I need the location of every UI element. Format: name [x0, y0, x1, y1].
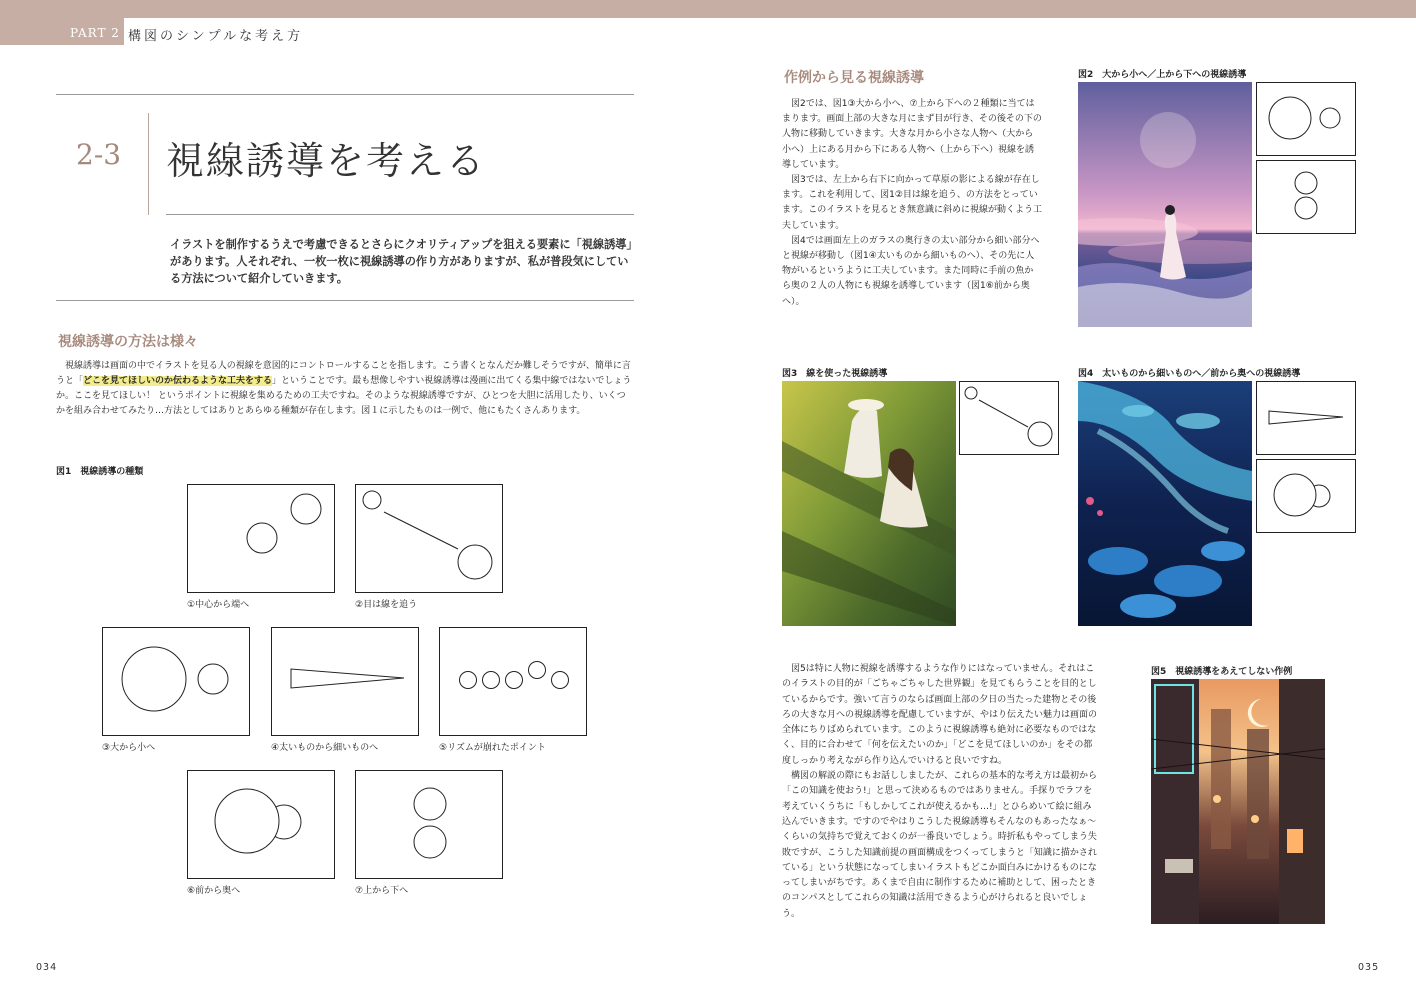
- fig2-label: 図2 大から小へ／上から下への視線誘導: [1078, 70, 1247, 80]
- right-para-2: 図3では、左上から右下に向かって草原の影による線が存在します。これを利用して、図1②目は線を追う、の方法をとっています。このイラストを見るとき無意識に斜めに視線が動くよう工夫しています。: [782, 175, 1043, 231]
- diagram-thick-to-thin: [271, 627, 419, 736]
- diagram-eye-follows-line-art: [356, 485, 502, 592]
- aquarium-illustration-art: [1078, 381, 1252, 626]
- section-number: 2-3: [76, 138, 122, 171]
- diagram-center-to-edge: [187, 484, 335, 593]
- fig4-diagram-thick-thin-art: [1257, 382, 1355, 454]
- page-number-right: 035: [1358, 962, 1380, 973]
- diagram-caption-4: ④太いものから細いものへ: [271, 743, 379, 753]
- fig3-diagram-line: [959, 381, 1059, 455]
- diagram-top-to-bottom: [355, 770, 503, 879]
- fig4-diagram-thick-thin: [1256, 381, 1356, 455]
- diagram-caption-1: ①中心から端へ: [187, 600, 250, 610]
- part-number: PART 2: [70, 26, 120, 40]
- diagram-caption-5: ⑤リズムが崩れたポイント: [439, 743, 546, 753]
- fig1-label: 図1 視線誘導の種類: [56, 467, 144, 477]
- left-body-post: 」ということです。最も想像しやすい視線誘導は漫画に出てくる集中線ではないでしょうか。ここを見てほしい！ というポイントに視線を集めるための工夫ですね。そのような視線誘導ですが、ひとつを大胆に活用したり、いくつかを組み合わせてみたり…方法としてはありとあらゆる種類が存在します。図１に示したものは一例で、他にもたくさんあります。: [56, 376, 632, 416]
- part-title: 構図のシンプルな考え方: [128, 29, 304, 44]
- fig2-diagram-large-small-art: [1257, 83, 1355, 155]
- diagram-caption-7: ⑦上から下へ: [355, 886, 409, 896]
- left-body-highlight: どこを見てほしいのか伝わるような工夫をする: [83, 376, 273, 386]
- diagram-large-to-small: [102, 627, 250, 736]
- left-body-pre: 視線誘導は画面の中でイラストを見る人の視線を意図的にコントロールすることを指します。こう書くとなんだか難しそうですが、簡単に言うと「: [56, 361, 631, 386]
- section-divider: [148, 113, 149, 215]
- diagram-center-to-edge-art: [188, 485, 334, 592]
- right-body-2: [782, 662, 1100, 922]
- right-para-5: 構図の解説の際にもお話ししましたが、これらの基本的な考え方は最初から「この知識を使おう!」と思って決めるものではありません。手探りでラフを考えていくうちに「もしかしてこれが使えるかも…!」とひらめいて絵に組み込んでいきます。ですのでやはりこうした視線誘導もそんなのもあったなぁ〜くらいの気持ちで覚えておくのが一番良いでしょう。時折私もやってしまう失敗ですが、こうした知識前提の画面構成をつくってしまうと「知識に描かされている」という状態になってしまいイラストもどこか面白みにかけるものになってしまいがちです。あくまで自由に制作するために補助として、困ったときのコンパスとしてこれらの知識は活用できるよう心がけられると良いでしょう。: [782, 771, 1098, 919]
- diagram-caption-6: ⑥前から奥へ: [187, 886, 241, 896]
- city-illustration-art: [1151, 679, 1325, 924]
- fig5-label: 図5 視線誘導をあえてしない作例: [1151, 667, 1293, 677]
- diagram-broken-rhythm-art: [440, 628, 586, 735]
- right-para-3: 図4では画面左上のガラスの奥行きの太い部分から細い部分へと視線が移動し（図1④太いものから細いものへ）、その先に人物がいるというように工夫しています。また同時に手前の魚から奥の２人の人物にも視線を誘導しています（図1⑥前から奥へ）。: [782, 235, 1040, 307]
- right-para-4: 図5は特に人物に視線を誘導するような作りにはなっていません。それはこのイラストの目的が「ごちゃごちゃした世界観」を見てもらうことを目的としているからです。強いて言うのならば画面上部の夕日の当たった建物とその後ろの大きな月への視線誘導を配慮していますが、やはり伝えたい魅力は画面の全体にちりばめられています。このように視線誘導も絶対に必要なものではなく、目的に合わせて「何を伝えたいのか」「どこを見てほしいのか」をその都度しっかり考えながら作り込んでいけると良いですね。: [782, 664, 1098, 766]
- fig3-label: 図3 線を使った視線誘導: [782, 369, 888, 379]
- fig3-diagram-line-art: [960, 382, 1058, 454]
- fig4-label: 図4 太いものから細いものへ／前から奥への視線誘導: [1078, 369, 1301, 379]
- section-title: 視線誘導を考える: [166, 139, 487, 183]
- diagram-thick-to-thin-art: [272, 628, 418, 735]
- diagram-eye-follows-line: [355, 484, 503, 593]
- lead-paragraph: イラストを制作するうえで考慮できるとさらにクオリティアップを狙える要素に「視線誘導」があります。人それぞれ、一枚一枚に視線誘導の作り方がありますが、私が普段気にしている方法について紹介していきます。: [170, 238, 633, 285]
- fig2-diagram-large-small: [1256, 82, 1356, 156]
- title-rule-bottom: [56, 300, 634, 301]
- moon-illustration-art: [1078, 82, 1252, 327]
- diagram-broken-rhythm: [439, 627, 587, 736]
- right-body-1: [782, 97, 1042, 310]
- moon-illustration: [1078, 82, 1252, 327]
- title-rule-top: [56, 94, 634, 95]
- left-body: [56, 359, 634, 419]
- meadow-illustration-art: [782, 381, 956, 626]
- diagram-caption-3: ③大から小へ: [102, 743, 156, 753]
- diagram-front-to-back-art: [188, 771, 334, 878]
- left-heading: 視線誘導の方法は様々: [58, 334, 198, 350]
- meadow-illustration: [782, 381, 956, 626]
- right-heading: 作例から見る視線誘導: [784, 70, 924, 86]
- diagram-caption-2: ②目は線を追う: [355, 600, 418, 610]
- diagram-top-to-bottom-art: [356, 771, 502, 878]
- fig4-diagram-front-back: [1256, 459, 1356, 533]
- top-color-bar: [0, 0, 1416, 18]
- fig2-diagram-top-bottom: [1256, 160, 1356, 234]
- fig4-diagram-front-back-art: [1257, 460, 1355, 532]
- right-para-1: 図2では、図1③大から小へ、⑦上から下への２種類に当てはまります。画面上部の大きな月にまず目が行き、その後その下の人物に移動していきます。大きな月から小さな人物へ（大から小へ）上にある月から下にある人物へ（上から下へ）視線を誘導しています。: [782, 99, 1042, 170]
- diagram-large-to-small-art: [103, 628, 249, 735]
- title-rule-mid: [166, 214, 634, 215]
- city-illustration: [1151, 679, 1325, 924]
- fig2-diagram-top-bottom-art: [1257, 161, 1355, 233]
- aquarium-illustration: [1078, 381, 1252, 626]
- page-number-left: 034: [36, 962, 58, 973]
- diagram-front-to-back: [187, 770, 335, 879]
